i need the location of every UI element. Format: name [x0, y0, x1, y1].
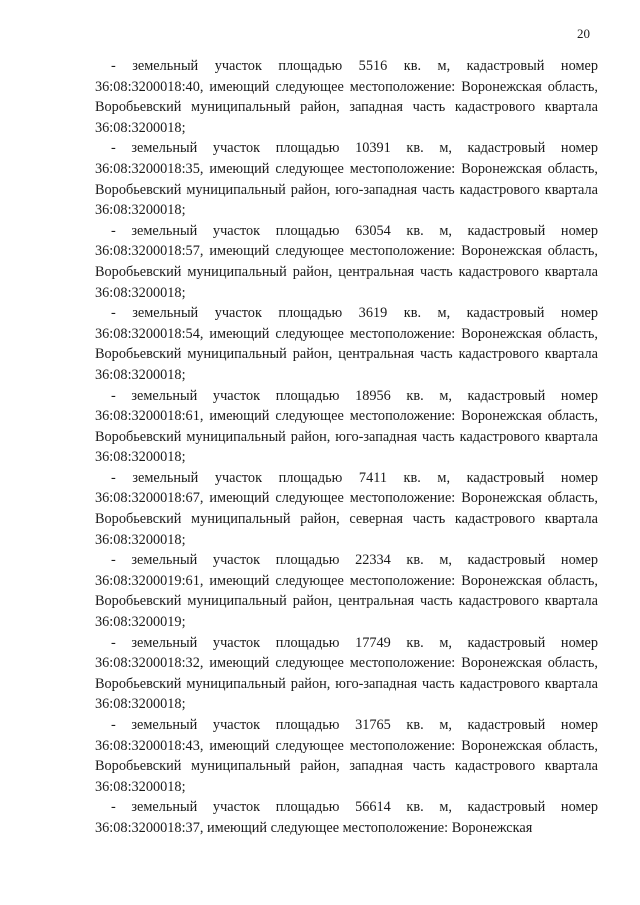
land-plot-paragraph-3: - земельный участок площадью 63054 кв. м, кадастровый номер 36:08:3200018:57, имеющий следующее местоположение: Воронежская область, Воробьевский муниципальный район, центральная часть кадастрового квартала 36:08:3200018;	[95, 222, 598, 301]
land-plot-paragraph-7: - земельный участок площадью 22334 кв. м, кадастровый номер 36:08:3200019:61, имеющий следующее местоположение: Воронежская область, Воробьевский муниципальный район, центральная часть кадастрового квартала 36:08:3200019;	[95, 552, 598, 631]
land-plot-paragraph-6: - земельный участок площадью 7411 кв. м, кадастровый номер 36:08:3200018:67, имеющий следующее местоположение: Воронежская область, Воробьевский муниципальный район, северная часть кадастрового квартала 36:08:3200018;	[95, 469, 598, 548]
land-plot-paragraph-1: - земельный участок площадью 5516 кв. м, кадастровый номер 36:08:3200018:40, имеющий следующее местоположение: Воронежская область, Воробьевский муниципальный район, западная часть кадастрового квартала 36:08:3200018;	[95, 58, 598, 136]
land-plot-paragraph-5: - земельный участок площадью 18956 кв. м, кадастровый номер 36:08:3200018:61, имеющий следующее местоположение: Воронежская область, Воробьевский муниципальный район, юго-западная часть кадастрового квартала 36:08:3200018;	[95, 387, 598, 466]
land-plot-paragraph-2: - земельный участок площадью 10391 кв. м, кадастровый номер 36:08:3200018:35, имеющий следующее местоположение: Воронежская область, Воробьевский муниципальный район, юго-западная часть кадастрового квартала 36:08:3200018;	[95, 140, 598, 219]
page-number: 20	[577, 26, 590, 41]
land-plot-paragraph-10: - земельный участок площадью 56614 кв. м, кадастровый номер 36:08:3200018:37, имеющий следующее местоположение: Воронежская	[95, 799, 598, 836]
land-plot-paragraph-4: - земельный участок площадью 3619 кв. м, кадастровый номер 36:08:3200018:54, имеющий следующее местоположение: Воронежская область, Воробьевский муниципальный район, центральная часть кадастрового квартала 36:08:3200018;	[95, 305, 598, 383]
land-plot-paragraph-8: - земельный участок площадью 17749 кв. м, кадастровый номер 36:08:3200018:32, имеющий следующее местоположение: Воронежская область, Воробьевский муниципальный район, юго-западная часть кадастрового квартала 36:08:3200018;	[95, 634, 598, 713]
body-text	[95, 56, 598, 839]
land-plot-paragraph-9: - земельный участок площадью 31765 кв. м, кадастровый номер 36:08:3200018:43, имеющий следующее местоположение: Воронежская область, Воробьевский муниципальный район, западная часть кадастрового квартала 36:08:3200018;	[95, 717, 598, 795]
